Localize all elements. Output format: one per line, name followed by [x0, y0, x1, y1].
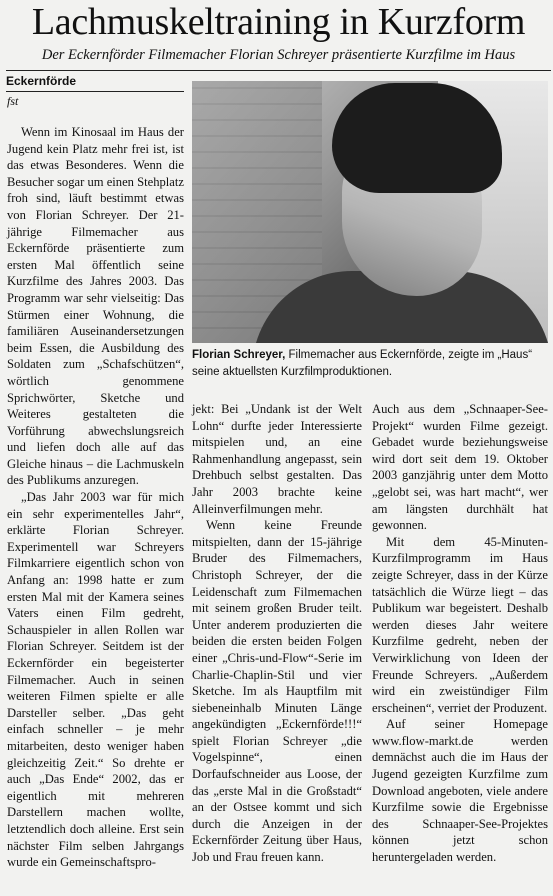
paragraph: Auch aus dem „Schnaaper-See-Projekt“ wurden Filme gezeigt. Gebadet wurde beziehungsweise wird dort seit dem 19. Oktober 2003 ganzjährig unter dem Motto „gelobt sei, was hart macht“, wer am längsten durchhält hat gewonnen. [372, 402, 548, 533]
location-kicker: Eckernförde [6, 74, 77, 88]
caption-name: Florian Schreyer, [192, 349, 286, 361]
article-column-3 [372, 401, 548, 866]
article-column-1 [7, 124, 184, 871]
paragraph: Wenn im Kinosaal im Haus der Jugend kein Platz mehr frei ist, ist das etwas Besonderes. Wenn die Besucher sogar um einen Stehplatz froh sind, läuft bestimmt etwas von Florian Schreyer. Der 21-jährige Filmemacher aus Eckernförde präsentierte zum ersten Mal öffentlich seine Kurzfilme des Jahres 2003. Das Programm war sehr vielseitig: Das Stürmen einer Wohnung, die familiären Auseinandersetzungen beim Essen, die Ausbildung des Soldaten zum „Schafschützen“, wörtlich genommene Sprichwörter, Sketche und Weiteres gestalteten die Vorführung abwechslungsreich und liefen doch alle auf das Gleiche hinaus – die Lachmuskeln des Publikums anzuregen. [7, 125, 184, 488]
photo-hair [332, 83, 502, 193]
paragraph: „Das Jahr 2003 war für mich ein sehr experimentelles Jahr“, erklärte Florian Schreyer. Experimentell war Schreyers Filmkarriere eigentlich schon von Anfang an: 1998 hatte er zum ersten Mal mit der Kamera seines Vaters einen Film gedreht, Schauspieler in allen Rollen war Florian Schreyer. Seitdem ist der Eckernförder ein begeisterter Filmemacher. Auch in seinen weiteren Filmen spielte er alle Darsteller selber. „Das geht einfach schneller – je mehr mitarbeiten, desto weniger haben gleichzeitig Zeit.“ So drehte er auch „Das Ende“ 2002, das er eigentlich mit mehreren Darstellern machen wollte, letztendlich doch alleine. Erst sein nächster Film selben Jahrgangs wurde ein Gemeinschaftspro- [7, 490, 184, 870]
portrait-photo [192, 81, 548, 343]
caption-text: Filmemacher aus Eckernförde, zeigte im „Haus“ seine aktuellsten Kurzfilmproduktionen. [192, 349, 533, 378]
photo-caption [192, 347, 548, 381]
article-column-2 [192, 401, 362, 866]
article-subtitle: Der Eckernförder Filmemacher Florian Schreyer präsentierte Kurzfilme im Haus [41, 47, 516, 63]
paragraph: Wenn keine Freunde mitspielten, dann der 15-jährige Bruder des Filmemachers, Christoph Schreyer, der die Leidenschaft zum Filmemachen mit seinem großen Bruder teilt. Unter anderem produzierten die beiden die ersten beiden Folgen einer „Chris-und-Flow“-Serie im Charlie-Chaplin-Stil und vier Sketche. Im als Hauptfilm mit siebeneinhalb Minuten Länge angekündigten „Eckernförde!!!“ spielt Florian Schreyer „die Vogelspinne“, einen Dorfaufschneider aus Loose, der das „erste Mal in die Großstadt“ an der Ostsee kommt und sich durch die Anzeigen in der Eckernförder Zeitung über Haus, Job und Frau freuen kann. [192, 518, 362, 865]
author-initials: fst [7, 94, 19, 108]
header-divider [6, 70, 551, 71]
paragraph: jekt: Bei „Undank ist der Welt Lohn“ durfte jeder Interessierte mitspielen und, an eine Rahmenhandlung angepasst, sein Drehbuch selbst gestalten. Das Jahr 2003 brachte keine Alleinverfilmungen mehr. [192, 402, 362, 516]
paragraph: Mit dem 45-Minuten-Kurzfilmprogramm im Haus zeigte Schreyer, dass in der Kürze tatsächlich die Würze liegt – das Publikum war begeistert. Deshalb werden dieses Jahr weitere Kurzfilme gedreht, neben der Verwirklichung von Ideen der Freunde Schreyers. „Außerdem wird ein zweistündiger Film erscheinen“, verriet der Produzent. [372, 534, 548, 715]
paragraph: Auf seiner Homepage www.flow-markt.de werden demnächst auch die im Haus der Jugend gezeigten Kurzfilme zum Download angeboten, viele andere Kurzfilme sowie die Ergebnisse des Schnaaper-See-Projektes können jetzt schon heruntergeladen werden. [372, 717, 548, 865]
kicker-divider [6, 91, 184, 92]
article-headline: Lachmuskeltraining in Kurzform [31, 1, 526, 43]
